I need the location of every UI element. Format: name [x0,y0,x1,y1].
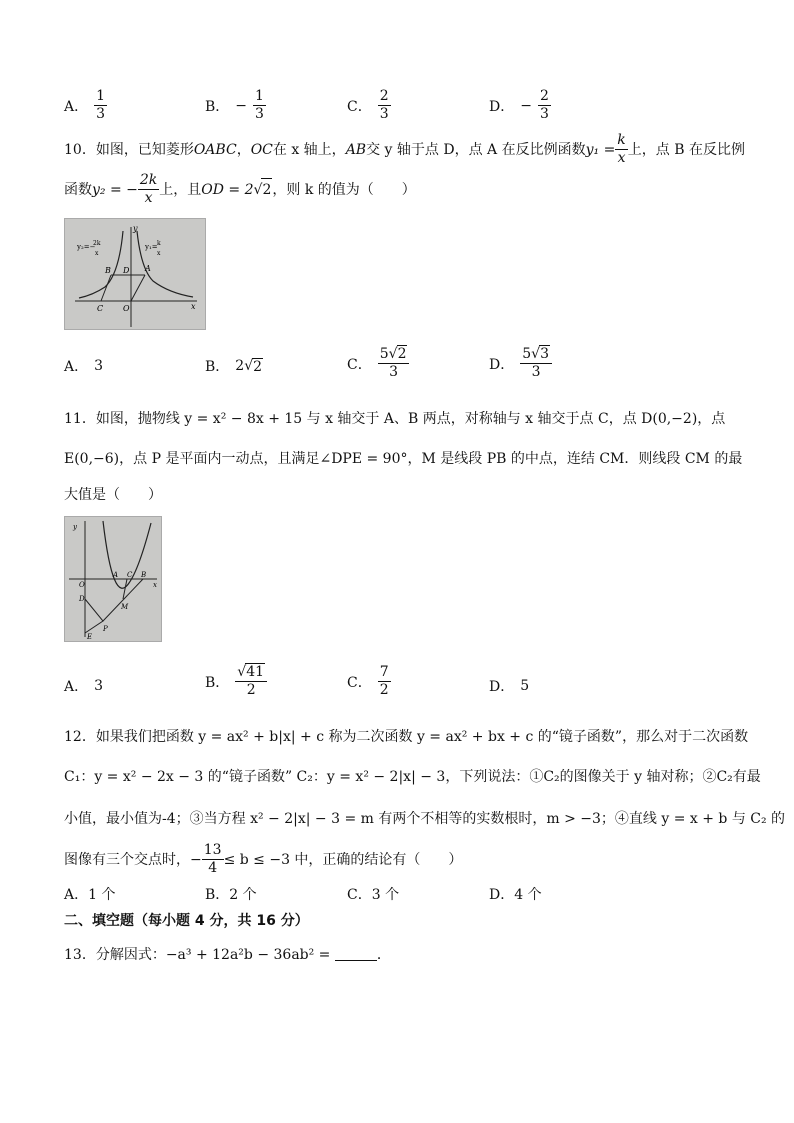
q9-option-d: D． − $\frac{2}{3}$ [489,88,549,122]
q12-option-d: D．4 个 [489,887,542,903]
q12-line-4: 图像有三个交点时，− $\frac{13}{4}$ ≤ b ≤ −3 中，正确的结论有（ ） [64,842,463,876]
svg-text:x: x [157,250,161,257]
svg-text:A: A [113,571,119,579]
fig-label-y2: y₂=− [77,243,96,251]
svg-text:y: y [133,224,138,233]
svg-text:x: x [191,302,196,311]
svg-text:B: B [141,571,147,579]
svg-text:D: D [123,266,130,275]
q10-line-1: 10．如图，已知菱形 OABC ， OC 在 x 轴上， AB 交 y 轴于点 D，点 A 在反比例函数 y₁ = $\frac{k}{x}$ 上，点 B 在反比例 [64,132,745,166]
q10-line-2: 函数 y₂ = − $\frac{2k}{x}$ 上，且 OD = 2 √ 2 ，则 k 的值为（ ） [64,172,416,206]
q9-option-a: A． $\frac{1}{3}$ [64,88,106,122]
q11-option-a: A． 3 [64,678,104,695]
q10-option-a: A． 3 [64,358,104,375]
svg-text:y: y [73,523,77,531]
q11-graph [65,517,161,641]
fraction: $\frac{2}{3}$ [539,88,549,122]
svg-text:D: D [79,595,85,603]
q11-line-1: 11．如图，抛物线 y = x² − 8x + 15 与 x 轴交于 A、B 两点，对称轴与 x 轴交于点 C，点 D(0,−2)，点 [64,411,726,427]
q11-option-d: D． 5 [489,678,530,695]
q11-line-2: E(0,−6)，点 P 是平面内一动点，且满足∠DPE = 90°，M 是线段 PB 的中点，连结 CM．则线段 CM 的最 [64,451,743,467]
svg-text:2k: 2k [93,240,101,247]
fraction: $\frac{5√3}{3}$ [520,346,552,381]
q11-option-b: B． $\frac{√41}{2}$ [205,664,267,699]
svg-text:O: O [79,581,85,589]
q11-figure [64,516,162,642]
svg-text:x: x [153,581,157,589]
svg-text:B: B [105,266,111,275]
fig-label-y1: y₁= [145,243,158,251]
fraction: $\frac{5√2}{3}$ [378,346,410,381]
svg-text:E: E [87,633,93,641]
fraction: $\frac{√41}{2}$ [235,664,267,699]
svg-text:O: O [123,304,130,313]
svg-text:x: x [95,250,99,257]
q12-line-3: 小值，最小值为-4；③当方程 x² − 2|x| − 3 = m 有两个不相等的实数根时，m > −3；④直线 y = x + b 与 C₂ 的 [64,811,786,827]
q10-option-c: C． $\frac{5√2}{3}$ [347,346,409,381]
svg-text:A: A [145,264,151,273]
q9-option-b: B． − $\frac{1}{3}$ [205,88,264,122]
sqrt-sign: √ [244,358,254,374]
q12-option-b: B．2 个 [205,887,257,903]
fraction: $\frac{1}{3}$ [255,88,264,122]
sqrt-sign: √ [253,181,263,198]
svg-text:C: C [97,304,104,313]
q12-line-2: C₁：y = x² − 2x − 3 的“镜子函数” C₂：y = x² − 2|x| − 3，下列说法：①C₂的图像关于 y 轴对称；②C₂有最 [64,769,761,785]
q11-line-3: 大值是（ ） [64,487,162,503]
svg-text:C: C [127,571,133,579]
q13-line: 13．分解因式：−a³ + 12a²b − 36ab² = ． [64,947,391,963]
fraction: $\frac{k}{x}$ [617,132,626,166]
q10-figure [64,218,206,330]
q11-option-c: C． $\frac{7}{2}$ [347,664,389,698]
fraction: $\frac{1}{3}$ [96,88,106,122]
svg-text:M: M [121,603,129,611]
section-title: 二、填空题（每小题 4 分，共 16 分） [64,913,309,929]
svg-text:P: P [103,625,108,633]
fraction: $\frac{2k}{x}$ [139,172,158,206]
q12-option-a: A．1 个 [64,887,116,903]
answer-blank[interactable] [335,946,377,961]
fraction: $\frac{2}{3}$ [379,88,389,122]
fraction: $\frac{7}{2}$ [379,664,389,698]
q12-line-1: 12．如果我们把函数 y = ax² + b|x| + c 称为二次函数 y = ax² + bx + c 的“镜子函数”，那么对于二次函数 [64,729,749,745]
fraction: $\frac{13}{4}$ [203,842,222,876]
q10-option-b: B． 2 √ 2 [205,358,263,375]
q12-option-c: C．3 个 [347,887,400,903]
q9-option-c: C． $\frac{2}{3}$ [347,88,389,122]
svg-text:k: k [157,240,161,247]
q10-option-d: D． $\frac{5√3}{3}$ [489,346,552,381]
q10-graph [65,219,205,329]
